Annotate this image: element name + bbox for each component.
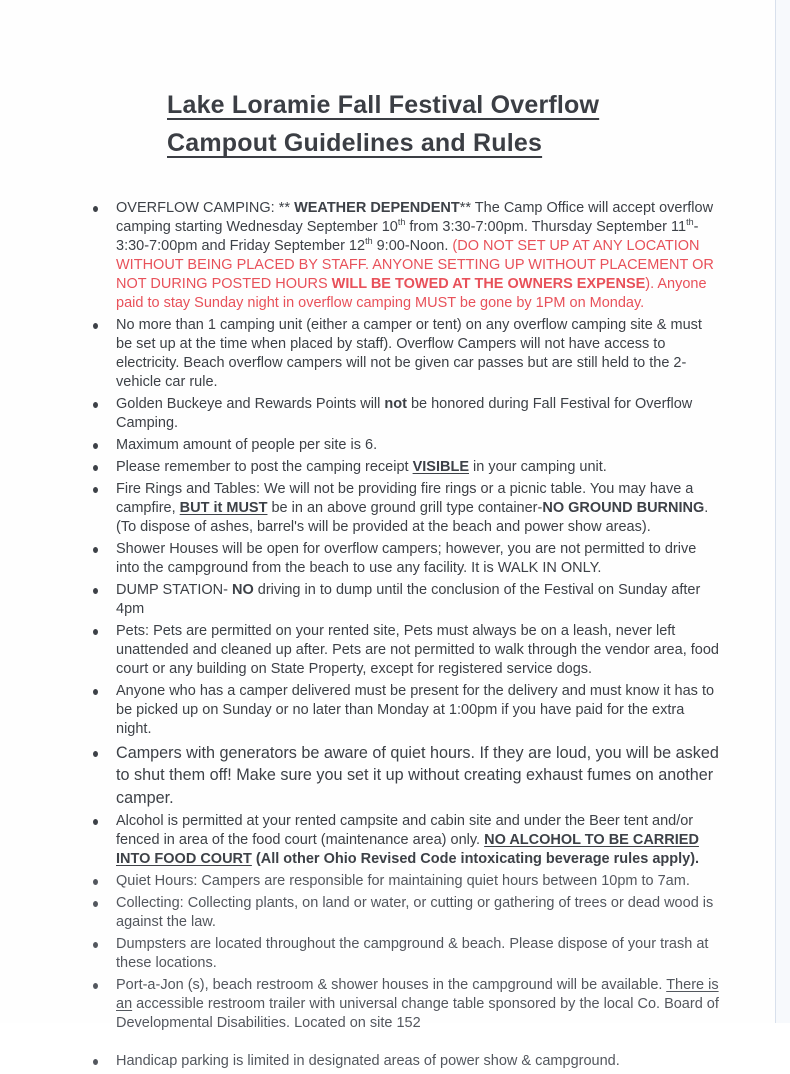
list-item — [90, 976, 722, 1033]
list-item-text: DUMP STATION- NO driving in to dump until the conclusion of the Festival on Sunday after 4pm — [116, 581, 701, 617]
list-item — [90, 540, 722, 578]
list-item-text: Quiet Hours: Campers are responsible for maintaining quiet hours between 10pm to 7am. — [116, 873, 690, 890]
bullet-icon — [93, 689, 98, 695]
list-item-text: Shower Houses will be open for overflow campers; however, you are not permitted to drive into the campground from the beach to use any facility. It is WALK IN ONLY. — [116, 540, 697, 576]
bullet-icon — [93, 547, 98, 553]
list-item — [90, 682, 722, 739]
document-title-line1: Lake Loramie Fall Festival Overflow — [167, 90, 600, 119]
list-item-text: Anyone who has a camper delivered must be present for the delivery and must know it has to be picked up on Sunday or no later than Monday at 1:00pm if you have paid for the extra night. — [116, 682, 715, 737]
bullet-icon — [93, 901, 98, 907]
bullet-icon — [93, 487, 98, 493]
list-item — [90, 199, 722, 313]
list-item — [90, 458, 722, 477]
bullet-icon — [93, 819, 98, 825]
list-item — [90, 622, 722, 679]
bullet-icon — [93, 751, 98, 757]
list-item-text: Port-a-Jon (s), beach restroom & shower houses in the campground will be available. There is an accessible restroom trailer with universal change table sponsored by the local Co. Board of Developmental Disabilities. Located on site 152 — [116, 977, 719, 1032]
list-item-text: Golden Buckeye and Rewards Points will not be honored during Fall Festival for Overflow Camping. — [116, 395, 693, 431]
list-item — [90, 742, 722, 810]
list-item-text: No more than 1 camping unit (either a camper or tent) on any overflow camping site & must be set up at the time when placed by staff). Overflow Campers will not have access to electricity. Beach overflow campers will not be given car passes but are still held to the 2-vehicle car rule. — [116, 316, 702, 390]
list-item — [90, 1052, 722, 1071]
list-item — [90, 316, 722, 392]
list-item — [90, 480, 722, 537]
list-item-text: OVERFLOW CAMPING: ** WEATHER DEPENDENT** The Camp Office will accept overflow camping starting Wednesday September 10th from 3:30-7:00pm. Thursday September 11th- 3:30-7:00pm and Friday September 12th 9:00-Noon. (DO NOT SET UP AT ANY LOCATION WITHOUT BEING PLACED BY STAFF. ANYONE SETTING UP WITHOUT PLACEMENT OR NOT DURING POSTED HOURS WILL BE TOWED AT THE OWNERS EXPENSE). Anyone paid to stay Sunday night in overflow camping MUST be gone by 1PM on Monday. — [116, 199, 714, 311]
document-title-line2: Campout Guidelines and Rules — [167, 128, 543, 157]
bullet-icon — [93, 942, 98, 948]
list-item — [90, 935, 722, 973]
list-item-text: Maximum amount of people per site is 6. — [116, 436, 378, 453]
bullet-icon — [93, 323, 98, 329]
document-body — [90, 74, 722, 1074]
list-item — [90, 436, 722, 455]
list-item-text: Dumpsters are located throughout the campground & beach. Please dispose of your trash at these locations. — [116, 936, 709, 972]
bullet-icon — [93, 443, 98, 449]
list-item — [90, 581, 722, 619]
list-item-text: Campers with generators be aware of quiet hours. If they are loud, you will be asked to shut them off! Make sure you set it up without creating exhaust fumes on another camper. — [116, 743, 719, 807]
bullet-icon — [93, 206, 98, 212]
rules-list — [90, 199, 722, 1072]
bullet-icon — [93, 983, 98, 989]
list-item — [90, 894, 722, 932]
list-item-text: Fire Rings and Tables: We will not be providing fire rings or a picnic table. You may have a campfire, BUT it MUST be in an above ground grill type container-NO GROUND BURNING. (To dispose of ashes, barrel's will be provided at the beach and power show areas). — [116, 480, 709, 535]
bullet-icon — [93, 588, 98, 594]
list-item — [90, 872, 722, 891]
bullet-icon — [93, 1059, 98, 1065]
list-item-text: Alcohol is permitted at your rented campsite and cabin site and under the Beer tent and/or fenced in area of the food court (maintenance area) only. NO ALCOHOL TO BE CARRIED INTO FOOD COURT (All other Ohio Revised Code intoxicating beverage rules apply). — [116, 813, 700, 868]
list-item — [90, 812, 722, 869]
list-item-text: Please remember to post the camping receipt VISIBLE in your camping unit. — [116, 458, 607, 475]
document-title — [167, 91, 722, 158]
bullet-icon — [93, 879, 98, 885]
list-item — [90, 395, 722, 433]
list-item-text: Pets: Pets are permitted on your rented site, Pets must always be on a leash, never left unattended and cleaned up after. Pets are not permitted to walk through the vendor area, food court or any building on State Property, except for registered service dogs. — [116, 622, 719, 677]
list-item-text: Collecting: Collecting plants, on land or water, or cutting or gathering of trees or dead wood is against the law. — [116, 895, 714, 931]
bullet-icon — [93, 465, 98, 471]
bullet-icon — [93, 402, 98, 408]
bullet-icon — [93, 629, 98, 635]
list-item-text: Handicap parking is limited in designated areas of power show & campground. — [116, 1053, 620, 1070]
scan-edge-line — [775, 0, 776, 1023]
scan-edge-tint — [776, 0, 790, 1023]
